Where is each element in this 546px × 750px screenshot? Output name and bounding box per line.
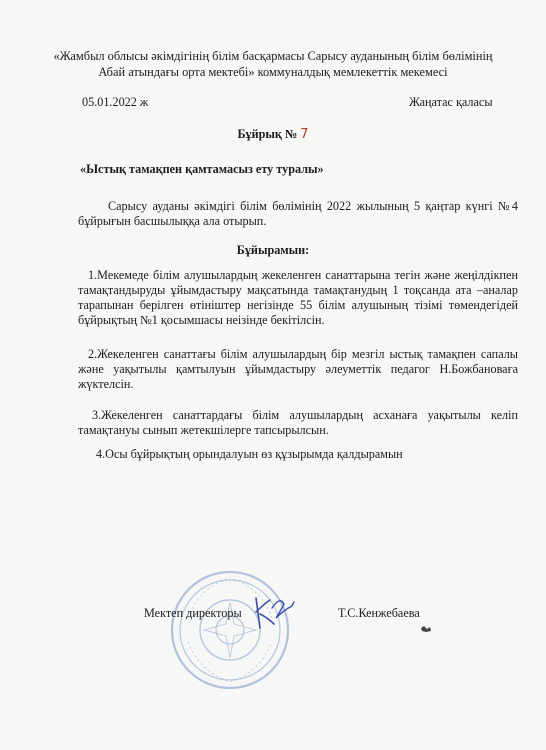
order-subject: «Ыстық тамақпен қамтамасыз ету туралы» xyxy=(80,162,324,176)
ink-mark-icon xyxy=(420,624,432,634)
document-town: Жаңатас қаласы xyxy=(409,95,493,109)
order-item-2: 2.Жекеленген санаттағы білім алушылардың бір мезгіл ыстық тамақпен сапалы және уақытылы қамтылуын ұйымдастыру әлеуметтік педагог Н.Божбановаға жүктелсін. xyxy=(78,347,518,391)
order-item-1: 1.Мекемеде білім алушылардың жекеленген санаттарына тегін және жеңілдікпен тамақтандыруды ұйымдастыру мақсатында тамақтанудың 1 тоқсанда ата –аналар тарапынан берілген өтініштер негізінде 55 білім алушының тізімі төмендегідей бұйрықтың №1 қосымшасы неізінде бекітілсін. xyxy=(78,268,518,327)
signatory-name: Т.С.Кенжебаева xyxy=(338,606,420,620)
header-line-1: «Жамбыл облысы әкімдігінің білім басқармасы Сарысу ауданының білім бөлімінің xyxy=(53,49,493,63)
signatory-title: Мектеп директоры xyxy=(144,606,242,620)
order-title xyxy=(0,127,546,142)
decree-heading: Бұйырамын: xyxy=(236,243,310,257)
order-title-label: Бұйрық № xyxy=(237,127,298,141)
institution-header xyxy=(0,48,546,80)
signature-icon xyxy=(250,588,298,632)
order-item-3: 3.Жекеленген санаттардағы білім алушылардың асханаға уақытылы келіп тамақтануы сынып жетекшілерге тапсырылсын. xyxy=(78,408,518,437)
header-line-2: Абай атындағы орта мектебі» коммуналдық мемлекеттік мекемесі xyxy=(98,65,448,79)
order-number: 7 xyxy=(300,127,309,142)
document-date: 05.01.2022 ж xyxy=(82,95,149,109)
preamble-paragraph: Сарысу ауданы әкімдігі білім бөлімінің 2022 жылының 5 қаңтар күнгі №4 бұйрығын басшылыққа ала отырып. xyxy=(78,199,518,228)
order-item-4: 4.Осы бұйрықтың орындалуын өз құзырымда қалдырамын xyxy=(96,447,403,461)
